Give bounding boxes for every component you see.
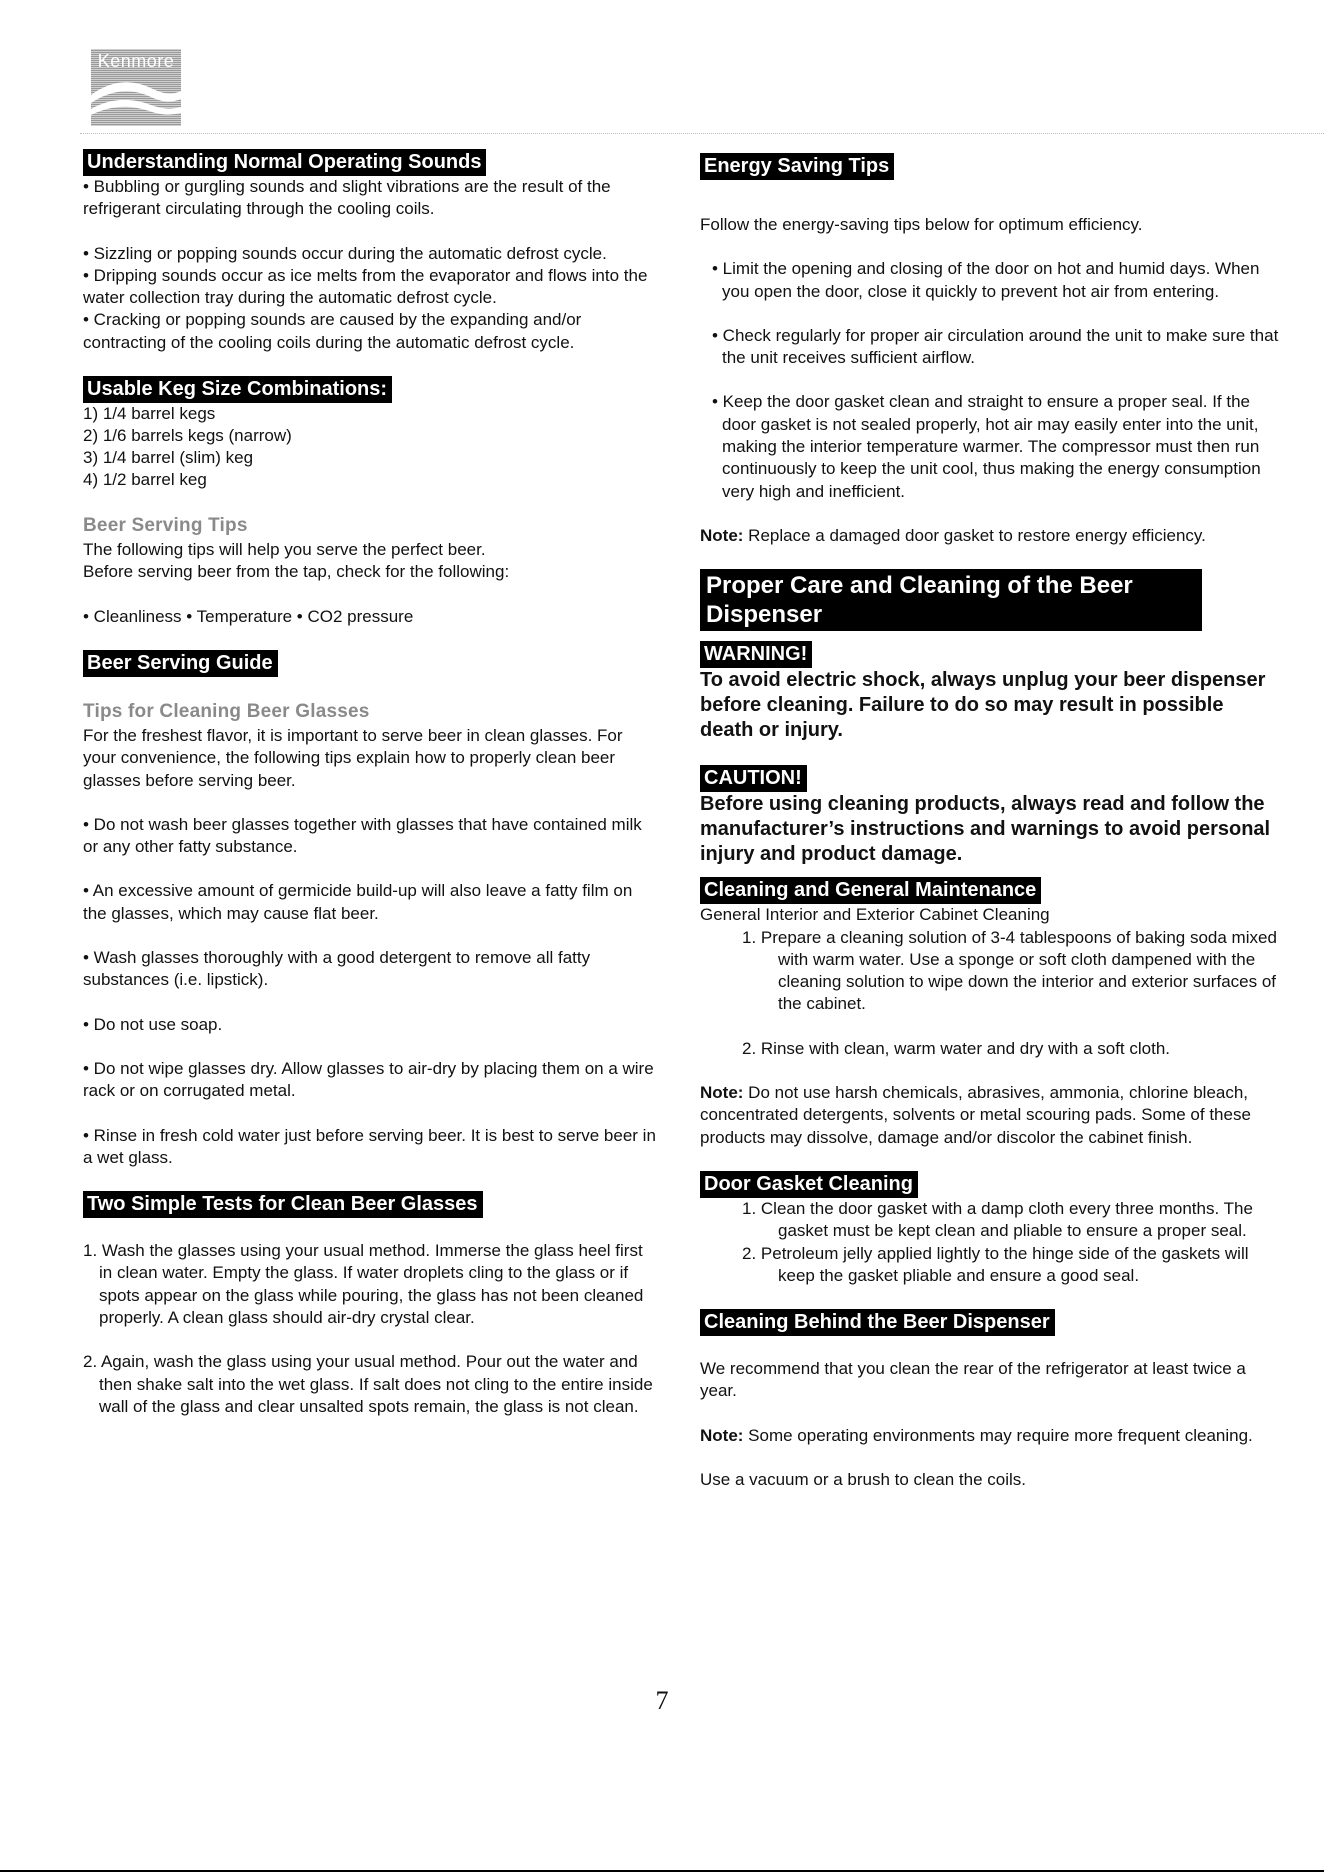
- glasses-tip: • Rinse in fresh cold water just before serving beer. It is best to serve beer in a wet glass.: [83, 1125, 656, 1167]
- serving-tips-line: The following tips will help you serve the perfect beer.: [83, 540, 486, 560]
- guide-heading: Beer Serving Guide: [83, 650, 278, 677]
- maintenance-heading: Cleaning and General Maintenance: [700, 877, 1041, 904]
- sounds-item: • Bubbling or gurgling sounds and slight vibrations are the result of the refrigerant circulating through the cooling coils.: [83, 177, 611, 219]
- energy-intro: Follow the energy-saving tips below for optimum efficiency.: [700, 215, 1143, 234]
- logo-swoosh-icon: [91, 75, 181, 125]
- logo-text: Kenmore: [97, 51, 175, 71]
- glasses-tip: • Wash glasses thoroughly with a good detergent to remove all fatty substances (i.e. lipstick).: [83, 948, 591, 990]
- maintenance-step: 1. Prepare a cleaning solution of 3-4 tablespoons of baking soda mixed with warm water. Use a sponge or soft cloth dampened with the cleaning solution to wipe down the interior and exterior surfaces of the cabinet.: [742, 927, 1277, 1014]
- energy-tip: • Limit the opening and closing of the door on hot and humid days. When you open the door, close it quickly to prevent hot air from entering.: [712, 259, 1260, 301]
- caution-text: Before using cleaning products, always read and follow the manufacturer’s instructions and warnings to avoid personal injury and product damage.: [700, 793, 1271, 866]
- note-label: Note:: [700, 1425, 744, 1445]
- warning-text: To avoid electric shock, always unplug your beer dispenser before cleaning. Failure to do so may result in possible death or injury.: [700, 669, 1266, 742]
- sounds-item: • Sizzling or popping sounds occur during the automatic defrost cycle.: [83, 243, 607, 263]
- note-label: Note:: [700, 525, 744, 545]
- gasket-step: 1. Clean the door gasket with a damp cloth every three months. The gasket must be kept clean and pliable to ensure a proper seal.: [742, 1198, 1253, 1241]
- test-item: 2. Again, wash the glass using your usual method. Pour out the water and then shake salt into the wet glass. If salt does not cling to the entire inside wall of the glass and clear unsalted spots remain, the glass is not clean.: [83, 1352, 653, 1416]
- glasses-tip: • Do not wash beer glasses together with glasses that have contained milk or any other fatty substance.: [83, 814, 642, 857]
- maintenance-sub: General Interior and Exterior Cabinet Cleaning: [700, 905, 1050, 925]
- serving-tips-line: Before serving beer from the tap, check for the following:: [83, 562, 510, 582]
- behind-text: Use a vacuum or a brush to clean the coils.: [700, 1470, 1026, 1490]
- keg-item: 1) 1/4 barrel kegs: [83, 404, 216, 424]
- cleaning-glasses-heading: Tips for Cleaning Beer Glasses: [83, 700, 370, 722]
- behind-note: [700, 1425, 1280, 1447]
- note-text: Some operating environments may require more frequent cleaning.: [743, 1425, 1253, 1445]
- gasket-step: 2. Petroleum jelly applied lightly to the hinge side of the gaskets will keep the gasket pliable and ensure a good seal.: [742, 1243, 1249, 1285]
- note-text: Replace a damaged door gasket to restore energy efficiency.: [743, 525, 1206, 545]
- energy-note: [700, 525, 1280, 547]
- keg-item: 4) 1/2 barrel keg: [83, 470, 207, 490]
- sounds-item: • Dripping sounds occur as ice melts from the evaporator and flows into the water collection tray during the automatic defrost cycle.: [83, 265, 648, 308]
- header-divider: [80, 133, 1324, 134]
- energy-tip: • Check regularly for proper air circulation around the unit to make sure that the unit receives sufficient airflow.: [712, 325, 1279, 368]
- maintenance-note: [700, 1082, 1280, 1149]
- keg-list: [83, 403, 658, 491]
- glasses-tip: • Do not use soap.: [83, 1014, 223, 1034]
- tests-heading: Two Simple Tests for Clean Beer Glasses: [83, 1191, 483, 1218]
- kenmore-logo: [91, 49, 181, 126]
- glasses-tip: • An excessive amount of germicide build-up will also leave a fatty film on the glasses, which may cause flat beer.: [83, 881, 633, 923]
- gasket-heading: Door Gasket Cleaning: [700, 1171, 918, 1198]
- page-number: 7: [655, 1686, 669, 1715]
- note-label: Note:: [700, 1083, 744, 1103]
- serving-checks: • Cleanliness • Temperature • CO2 pressure: [83, 606, 414, 626]
- test-item: 1. Wash the glasses using your usual method. Immerse the glass heel first in clean water. Empty the glass. If water droplets cling to the glass or if spots appear on the glass while pouring, the glass has not been cleaned properly. A clean glass should air-dry crystal clear.: [83, 1241, 644, 1328]
- energy-tip: • Keep the door gasket clean and straight to ensure a proper seal. If the door gasket is not sealed properly, hot air may easily enter into the unit, making the interior temperature warmer. The compressor must then run continuously to keep the unit cool, thus making the energy consumption very high and inefficient.: [712, 392, 1261, 501]
- behind-heading: Cleaning Behind the Beer Dispenser: [700, 1309, 1055, 1336]
- keg-item: 3) 1/4 barrel (slim) keg: [83, 448, 254, 468]
- energy-heading: Energy Saving Tips: [700, 153, 894, 180]
- sounds-item: • Cracking or popping sounds are caused by the expanding and/or contracting of the cooling coils during the automatic defrost cycle.: [83, 310, 582, 352]
- warning-label: WARNING!: [700, 641, 812, 668]
- keg-heading: Usable Keg Size Combinations:: [83, 376, 392, 403]
- left-column: [83, 149, 658, 1418]
- maintenance-step: 2. Rinse with clean, warm water and dry with a soft cloth.: [742, 1038, 1171, 1058]
- caution-label: CAUTION!: [700, 765, 807, 792]
- keg-item: 2) 1/6 barrels kegs (narrow): [83, 426, 292, 446]
- right-column: [700, 153, 1280, 1491]
- serving-tips-heading: Beer Serving Tips: [83, 515, 248, 537]
- cleaning-glasses-intro: For the freshest flavor, it is important to serve beer in clean glasses. For your convenience, the following tips explain how to properly clean beer glasses before serving beer.: [83, 725, 623, 790]
- sounds-heading: Understanding Normal Operating Sounds: [83, 149, 486, 176]
- glasses-tip: • Do not wipe glasses dry. Allow glasses to air-dry by placing them on a wire rack or on corrugated metal.: [83, 1058, 654, 1101]
- behind-text: We recommend that you clean the rear of the refrigerator at least twice a year.: [700, 1359, 1246, 1401]
- care-heading: Proper Care and Cleaning of the Beer Dispenser: [700, 569, 1202, 631]
- note-text: Do not use harsh chemicals, abrasives, ammonia, chlorine bleach, concentrated detergents, solvents or metal scouring pads. Some of these products may dissolve, damage and/or discolor the cabinet finish.: [700, 1083, 1251, 1147]
